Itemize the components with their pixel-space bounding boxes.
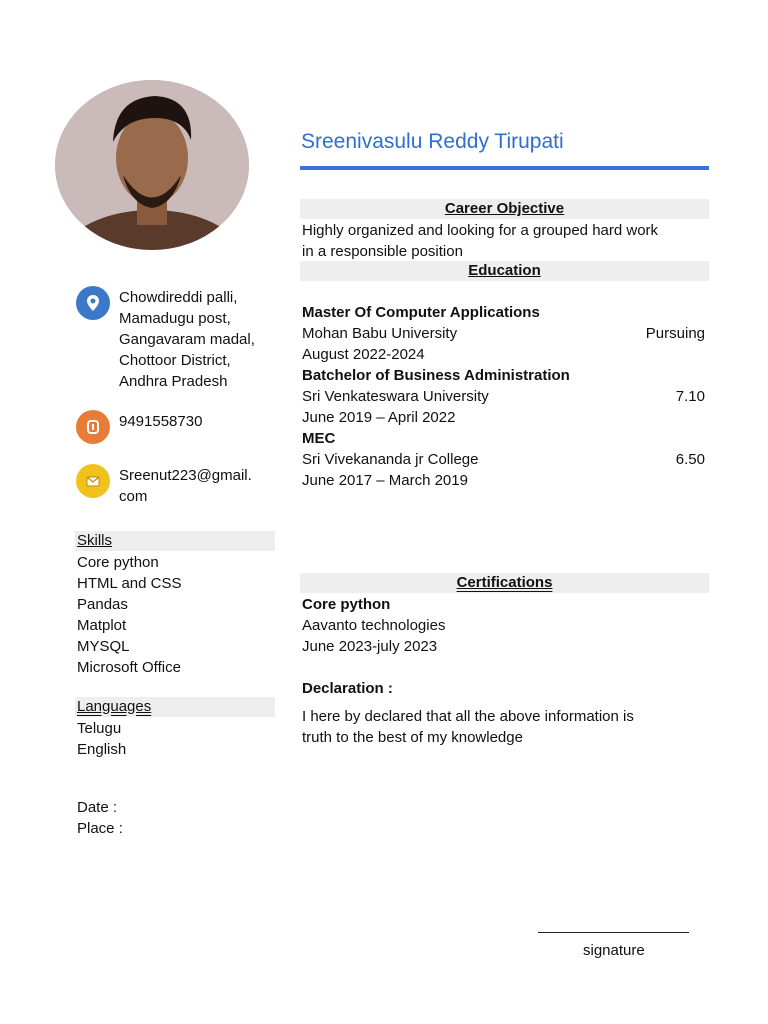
- declaration-line: I here by declared that all the above information is: [302, 708, 634, 725]
- email-line: com: [119, 488, 148, 505]
- skill-item: Matplot: [77, 617, 127, 634]
- institution-name: Mohan Babu University: [302, 325, 458, 342]
- date-label: Date :: [77, 799, 118, 816]
- education-score: Pursuing: [645, 325, 705, 342]
- skill-item: Microsoft Office: [77, 659, 181, 676]
- education-score: 7.10: [675, 388, 705, 405]
- certification-title: Core python: [302, 596, 391, 613]
- signature-line: [538, 932, 689, 933]
- education-score: 6.50: [675, 451, 705, 468]
- skill-item: Core python: [77, 554, 159, 571]
- language-item: Telugu: [77, 720, 122, 737]
- phone-number: 9491558730: [119, 413, 203, 430]
- address-line: Mamadugu post,: [119, 310, 231, 327]
- degree-title: Master Of Computer Applications: [302, 304, 540, 321]
- education-period: June 2019 – April 2022: [302, 409, 456, 426]
- institution-name: Sri Venkateswara University: [302, 388, 489, 405]
- education-entry: [302, 428, 705, 491]
- skills-heading: Skills: [75, 531, 275, 551]
- degree-title: Batchelor of Business Administration: [302, 367, 570, 384]
- candidate-name: Sreenivasulu Reddy Tirupati: [301, 130, 564, 153]
- declaration-line: truth to the best of my knowledge: [302, 729, 523, 746]
- languages-list: [77, 718, 126, 760]
- signature-label: signature: [583, 942, 645, 959]
- career-objective-text: [302, 220, 658, 262]
- skill-item: HTML and CSS: [77, 575, 182, 592]
- profile-photo: [55, 80, 249, 250]
- address-line: Gangavaram madal,: [119, 331, 255, 348]
- declaration-text: [302, 706, 634, 748]
- career-objective-heading: Career Objective: [300, 199, 709, 219]
- profile-photo-illustration: [55, 80, 249, 250]
- language-item: English: [77, 741, 127, 758]
- address-line: Andhra Pradesh: [119, 373, 228, 390]
- declaration-heading: Declaration :: [302, 680, 393, 697]
- education-entry: [302, 302, 705, 365]
- date-place-block: [77, 797, 123, 839]
- career-line: Highly organized and looking for a grouped hard work: [302, 222, 659, 239]
- email-block: [119, 465, 252, 507]
- education-heading: Education: [300, 261, 709, 281]
- address-line: Chowdireddi palli,: [119, 289, 238, 306]
- skill-item: MYSQL: [77, 638, 130, 655]
- place-label: Place :: [77, 820, 123, 837]
- email-line: Sreenut223@gmail.: [119, 467, 252, 484]
- degree-title: MEC: [302, 430, 336, 447]
- education-period: June 2017 – March 2019: [302, 472, 468, 489]
- skills-list: [77, 552, 181, 678]
- email-icon: [76, 464, 110, 498]
- phone-icon: [76, 410, 110, 444]
- education-period: August 2022-2024: [302, 346, 425, 363]
- languages-heading: Languages: [75, 697, 275, 717]
- certification-provider: Aavanto technologies: [302, 617, 446, 634]
- address-line: Chottoor District,: [119, 352, 231, 369]
- name-divider: [300, 166, 709, 170]
- education-entry: [302, 365, 705, 428]
- certifications-heading: Certifications: [300, 573, 709, 593]
- certification-period: June 2023-july 2023: [302, 638, 438, 655]
- skill-item: Pandas: [77, 596, 128, 613]
- career-line: in a responsible position: [302, 243, 463, 260]
- location-pin-icon: [76, 286, 110, 320]
- education-list: [302, 302, 705, 491]
- certification-entry: [302, 594, 445, 657]
- address-block: [119, 287, 255, 392]
- institution-name: Sri Vivekananda jr College: [302, 451, 479, 468]
